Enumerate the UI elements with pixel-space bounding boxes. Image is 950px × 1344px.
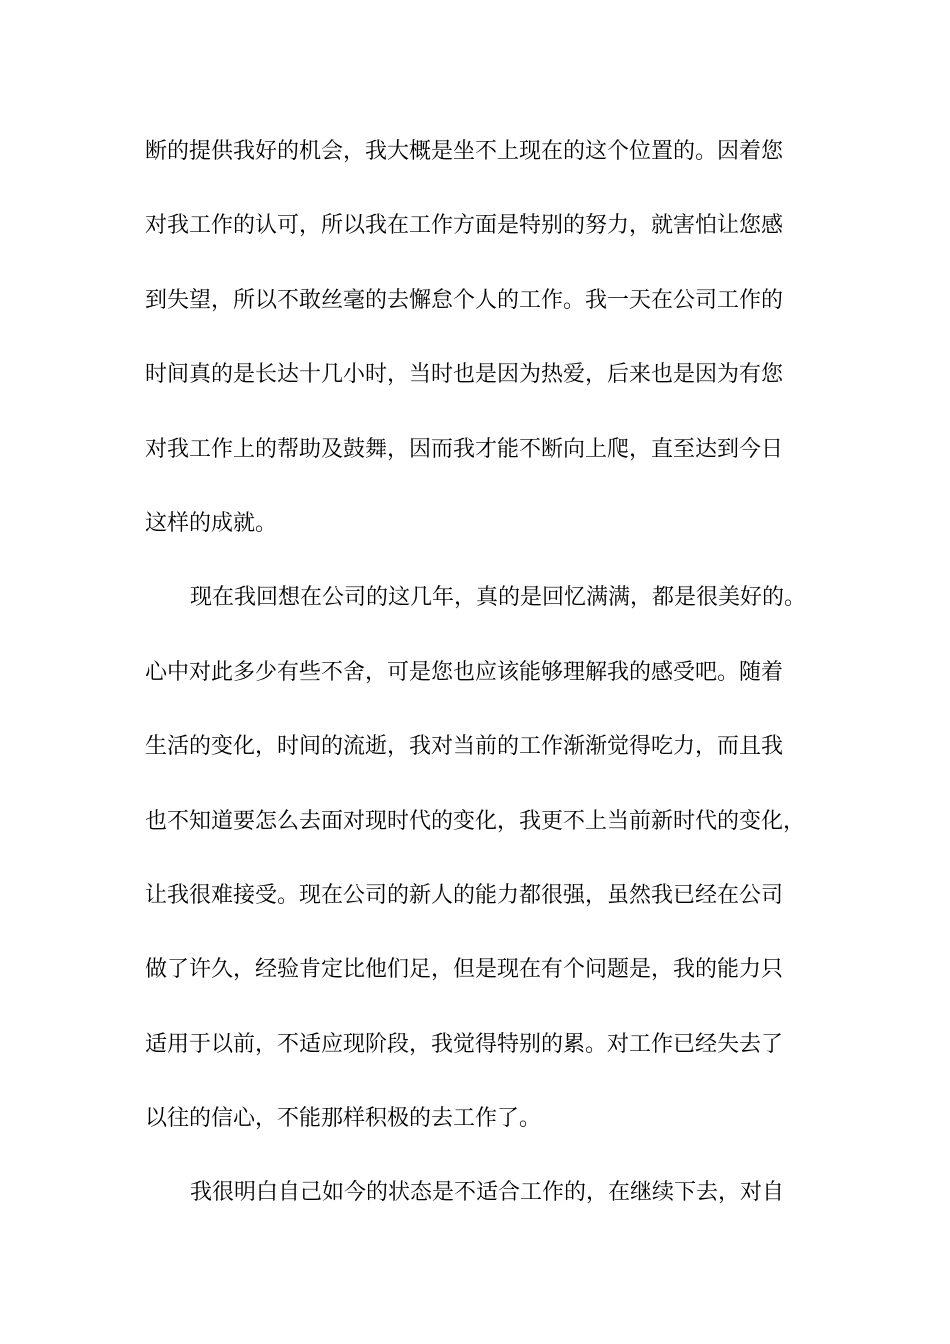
text-line: 让我很难接受。现在公司的新人的能力都很强，虽然我已经在公司 [145,882,784,908]
text-line: 时间真的是长达十几小时，当时也是因为热爱，后来也是因为有您 [145,362,784,388]
text-line: 以往的信心，不能那样积极的去工作了。 [145,1106,542,1132]
text-line: 生活的变化，时间的流逝，我对当前的工作渐渐觉得吃力，而且我 [145,734,784,760]
letter-body [145,130,815,1246]
text-line: 心中对此多少有些不舍，可是您也应该能够理解我的感受吧。随着 [145,659,784,685]
text-line: 到失望，所以不敢丝毫的去懈怠个人的工作。我一天在公司工作的 [145,287,784,313]
text-line: 这样的成就。 [145,510,278,536]
text-line: 适用于以前，不适应现阶段，我觉得特别的累。对工作已经失去了 [145,1031,784,1057]
text-line: 也不知道要怎么去面对现时代的变化，我更不上当前新时代的变化， [145,808,806,834]
paragraph-start-line: 现在我回想在公司的这几年，真的是回忆满满，都是很美好的。 [190,585,807,611]
text-line: 做了许久，经验肯定比他们足，但是现在有个问题是，我的能力只 [145,957,784,983]
paragraph-start-line: 我很明白自己如今的状态是不适合工作的，在继续下去，对自 [190,1180,785,1206]
text-line: 对我工作的认可，所以我在工作方面是特别的努力，就害怕让您感 [145,213,784,239]
text-line: 断的提供我好的机会，我大概是坐不上现在的这个位置的。因着您 [145,139,784,164]
text-line: 对我工作上的帮助及鼓舞，因而我才能不断向上爬，直至达到今日 [145,436,784,462]
